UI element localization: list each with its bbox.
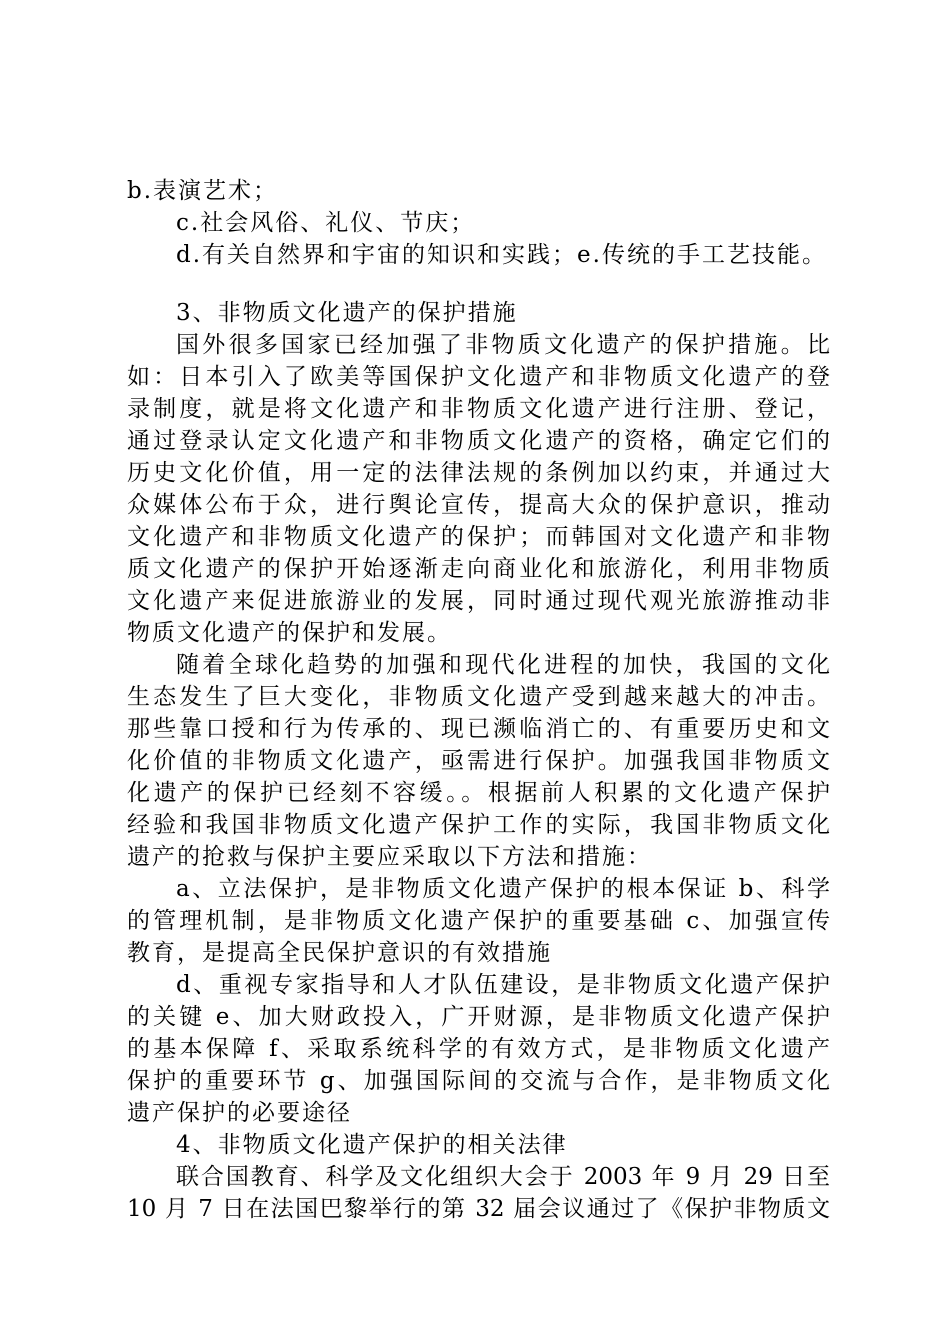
paragraph-line: 随着全球化趋势的加强和现代化进程的加快，我国的文化: [176, 652, 830, 678]
paragraph-line: 那些靠口授和行为传承的、现已濒临消亡的、有重要历史和文: [127, 716, 830, 742]
paragraph-line: 录制度，就是将文化遗产和非物质文化遗产进行注册、登记，: [127, 396, 830, 422]
list-line: 遗产保护的必要途径: [127, 1100, 352, 1126]
paragraph-line: 质文化遗产的保护开始逐渐走向商业化和旅游化，利用非物质: [127, 556, 830, 582]
list-line: 教育，是提高全民保护意识的有效措施: [127, 940, 552, 966]
paragraph-line: 众媒体公布于众，进行舆论宣传，提高大众的保护意识，推动: [127, 492, 830, 518]
list-line: d、重视专家指导和人才队伍建设，是非物质文化遗产保护: [176, 972, 830, 998]
list-line: 的管理机制，是非物质文化遗产保护的重要基础 c、加强宣传: [127, 908, 830, 934]
paragraph-line: 如：日本引入了欧美等国保护文化遗产和非物质文化遗产的登: [127, 364, 830, 390]
paragraph-line: 经验和我国非物质文化遗产保护工作的实际，我国非物质文化: [127, 812, 830, 838]
paragraph-line: 国外很多国家已经加强了非物质文化遗产的保护措施。比: [176, 332, 830, 358]
list-item-b: b.表演艺术；: [127, 178, 279, 204]
list-line: 的关键 e、加大财政投入，广开财源，是非物质文化遗产保护: [127, 1004, 830, 1030]
paragraph-line: 文化遗产来促进旅游业的发展，同时通过现代观光旅游推动非: [127, 588, 830, 614]
paragraph-line: 10 月 7 日在法国巴黎举行的第 32 届会议通过了《保护非物质文: [127, 1196, 830, 1222]
paragraph-line: 遗产的抢救与保护主要应采取以下方法和措施：: [127, 844, 652, 870]
section-heading-3: 3、非物质文化遗产的保护措施: [176, 300, 518, 326]
paragraph-line: 联合国教育、科学及文化组织大会于 2003 年 9 月 29 日至: [176, 1164, 830, 1190]
list-item-c: c.社会风俗、礼仪、节庆；: [176, 210, 476, 236]
paragraph-line: 物质文化遗产的保护和发展。: [127, 620, 452, 646]
list-item-d-e: d.有关自然界和宇宙的知识和实践；e.传统的手工艺技能。: [176, 242, 827, 268]
list-line: a、立法保护，是非物质文化遗产保护的根本保证 b、科学: [176, 876, 830, 902]
paragraph-line: 化价值的非物质文化遗产，亟需进行保护。加强我国非物质文: [127, 748, 830, 774]
paragraph-line: 生态发生了巨大变化，非物质文化遗产受到越来越大的冲击。: [127, 684, 830, 710]
paragraph-line: 文化遗产和非物质文化遗产的保护；而韩国对文化遗产和非物: [127, 524, 830, 550]
paragraph-line: 通过登录认定文化遗产和非物质文化遗产的资格，确定它们的: [127, 428, 830, 454]
list-line: 的基本保障 f、采取系统科学的有效方式，是非物质文化遗产: [127, 1036, 830, 1062]
section-heading-4: 4、非物质文化遗产保护的相关法律: [176, 1132, 568, 1158]
paragraph-line: 历史文化价值，用一定的法律法规的条例加以约束，并通过大: [127, 460, 830, 486]
list-line: 保护的重要环节 g、加强国际间的交流与合作，是非物质文化: [127, 1068, 830, 1094]
paragraph-line: 化遗产的保护已经刻不容缓。。根据前人积累的文化遗产保护: [127, 780, 830, 806]
